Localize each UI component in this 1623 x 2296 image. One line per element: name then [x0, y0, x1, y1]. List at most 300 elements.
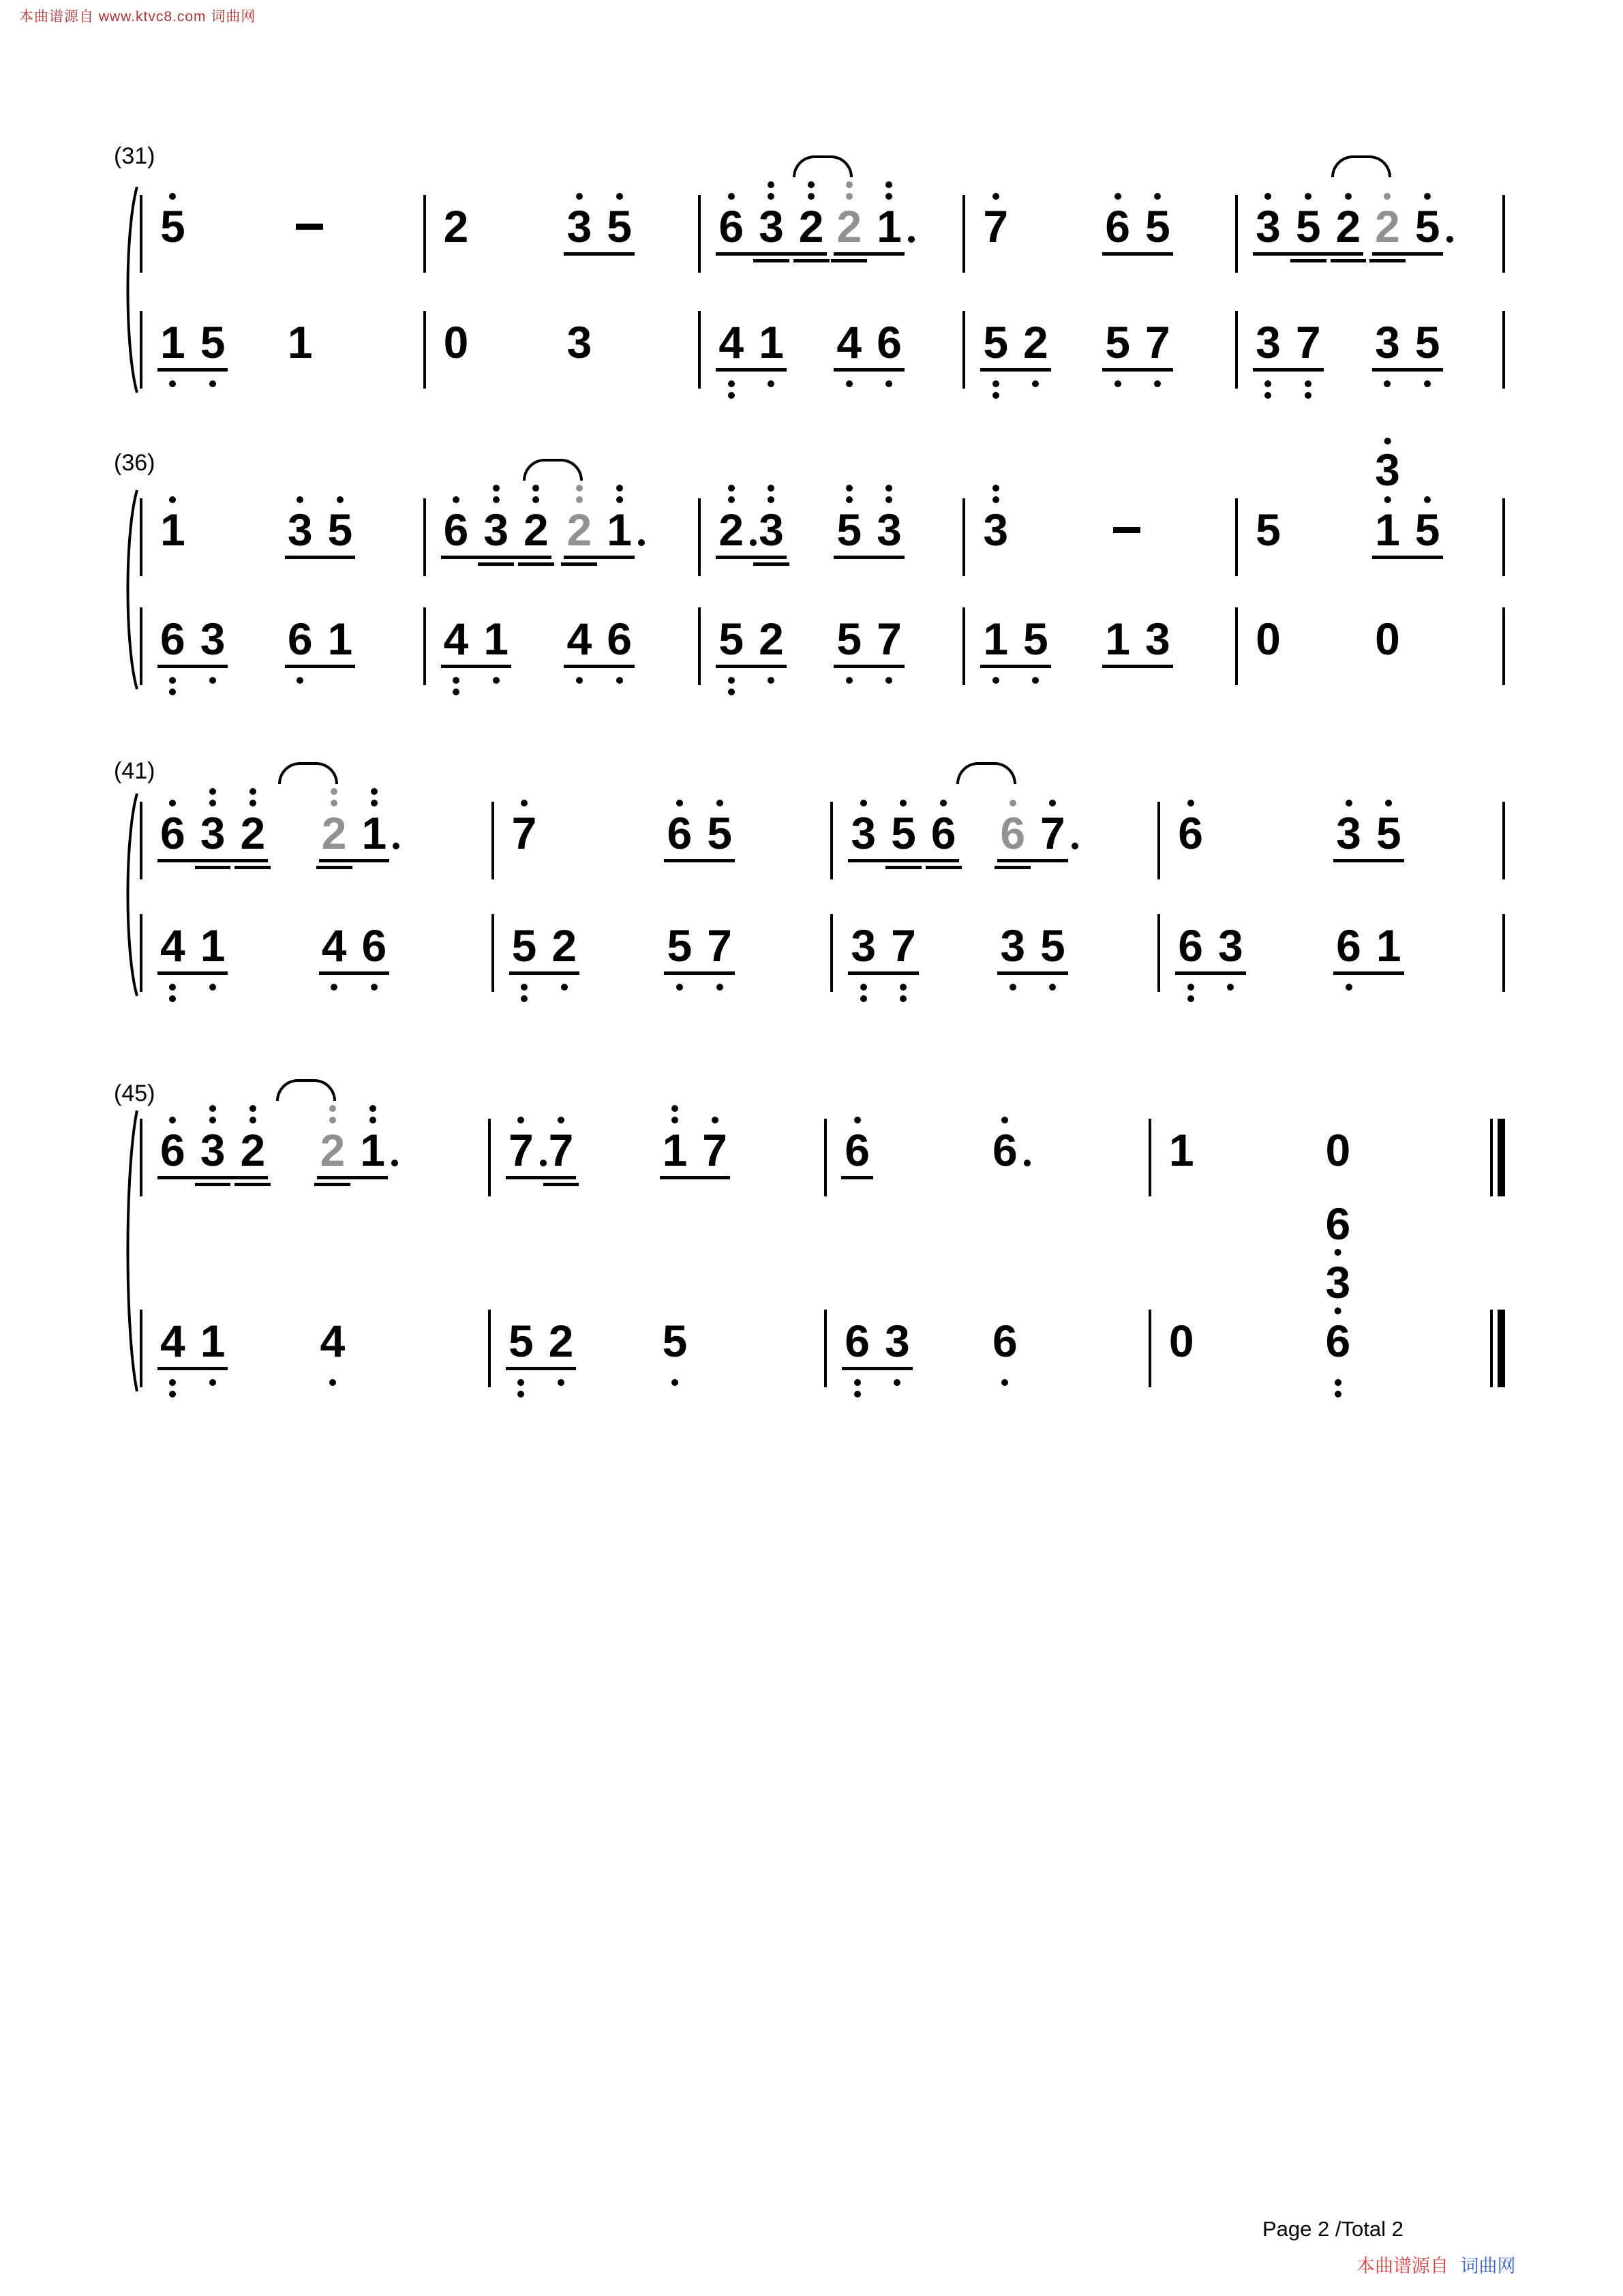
octave-dot [1114, 380, 1121, 387]
beat [1375, 201, 1494, 252]
octave-dot [1114, 193, 1121, 200]
beat [160, 614, 288, 664]
tied-gray-note [321, 808, 347, 858]
octave-dots-wrap [209, 788, 216, 811]
note [1168, 1125, 1194, 1175]
measure [142, 614, 423, 664]
note-digit: 3 [200, 1125, 226, 1175]
sixteenth-beam [831, 259, 867, 262]
note-digit: 2 [443, 201, 469, 252]
note-digit: 1 [287, 317, 313, 367]
octave-dot [768, 380, 774, 387]
stacked-note [1375, 438, 1400, 495]
beam-group [160, 1125, 266, 1175]
note-digit: 5 [1023, 614, 1048, 664]
octave-dot [846, 677, 853, 684]
tie-arc [523, 459, 583, 481]
final-barline [1490, 1119, 1505, 1196]
note [1105, 614, 1130, 664]
beat [845, 1125, 992, 1175]
octave-dots-above [576, 485, 583, 503]
note-digit: 5 [836, 614, 862, 664]
beam-group [443, 504, 549, 555]
octave-dot [169, 984, 176, 991]
eighth-beam [980, 665, 1050, 668]
octave-dots-below [728, 677, 735, 695]
note [607, 614, 632, 664]
eighth-beam [834, 252, 904, 256]
octave-dot [1049, 984, 1056, 991]
note-digit: 6 [607, 614, 632, 664]
octave-dots-above [493, 485, 500, 503]
octave-dot [728, 496, 735, 503]
note-digit: 6 [930, 808, 956, 858]
octave-dots-above [1335, 1249, 1341, 1256]
note [508, 1316, 534, 1366]
note-digit: 6 [992, 1316, 1018, 1366]
augmentation-dot [1024, 1160, 1031, 1166]
beat [566, 201, 690, 252]
octave-dots-above [846, 485, 853, 503]
octave-dot [1010, 800, 1016, 806]
beam-group [1256, 317, 1321, 367]
octave-dot [992, 485, 999, 492]
beat [718, 201, 836, 252]
note [1335, 201, 1361, 252]
footer-credit-site-link[interactable]: 词曲网 [1460, 2256, 1516, 2276]
note-digit: 5 [511, 920, 537, 971]
octave-dots-wrap [860, 800, 867, 811]
octave-dots-above [1187, 800, 1194, 806]
beam-group [287, 504, 353, 555]
measure [491, 1316, 824, 1366]
beam-group [321, 808, 387, 858]
octave-dot [532, 485, 539, 492]
octave-dots-wrap [169, 193, 176, 205]
beam-group [1375, 444, 1440, 555]
note [836, 614, 862, 664]
octave-dot [885, 193, 892, 200]
note-digit: 6 [287, 614, 313, 664]
note [200, 808, 226, 858]
octave-dot [371, 984, 378, 991]
octave-dot [1264, 392, 1271, 399]
note-digit: 5 [1256, 504, 1281, 555]
melody-staff [140, 201, 1505, 273]
note [1105, 201, 1130, 252]
eighth-beam [997, 859, 1067, 862]
beam-group [160, 317, 226, 367]
dash-note [296, 224, 323, 230]
note-digit: 1 [662, 1125, 688, 1175]
octave-dots-below [331, 984, 337, 991]
stacked-note [1325, 1198, 1351, 1256]
measure [1160, 920, 1502, 971]
octave-dots-below [493, 677, 500, 684]
octave-dots-wrap [329, 1105, 336, 1128]
beat [992, 1316, 1140, 1366]
octave-dot [860, 995, 867, 1002]
note [443, 317, 469, 367]
note-digit: 6 [1178, 808, 1204, 858]
note [287, 614, 313, 664]
note [1218, 920, 1243, 971]
note-digit: 3 [566, 317, 592, 367]
octave-dots-below [616, 677, 623, 684]
octave-dot [728, 677, 735, 684]
octave-dots-wrap [169, 800, 176, 811]
octave-dots-wrap [846, 485, 853, 508]
note-digit: 3 [200, 614, 226, 664]
octave-dot [860, 800, 867, 806]
note-digit: 5 [1414, 317, 1440, 367]
octave-dot [616, 496, 623, 503]
note-digit: 2 [548, 1316, 574, 1366]
beat [836, 504, 954, 555]
octave-dot [493, 677, 500, 684]
measure [142, 317, 423, 367]
octave-dot [854, 1391, 861, 1398]
sixteenth-beam [753, 259, 789, 262]
octave-dots-wrap [331, 788, 337, 811]
octave-dots-above [940, 800, 947, 806]
note [992, 1125, 1018, 1175]
octave-dots-above [517, 1117, 524, 1123]
note [983, 317, 1009, 367]
octave-dots-below [329, 1379, 336, 1386]
octave-dots-below [1049, 984, 1056, 991]
octave-dots-wrap [992, 193, 999, 205]
octave-dot [1187, 800, 1194, 806]
note [483, 504, 509, 555]
beam-group [1105, 614, 1170, 664]
beam-group [983, 614, 1048, 664]
note-digit: 6 [877, 317, 902, 367]
octave-dot [576, 496, 583, 503]
eighth-beam [506, 1176, 576, 1179]
barline [1502, 311, 1505, 389]
note-digit: 0 [1256, 614, 1281, 664]
beat [836, 614, 954, 664]
octave-dots-below [885, 677, 892, 684]
octave-dot [329, 1117, 336, 1123]
note-digit: 7 [508, 1125, 534, 1175]
octave-dots-above [521, 800, 528, 806]
measure [965, 201, 1235, 252]
beam-group [836, 317, 902, 367]
beat [851, 808, 1000, 858]
note [983, 201, 1009, 252]
note-digit: 1 [1168, 1125, 1194, 1175]
beam-group [983, 317, 1048, 367]
note-digit: 7 [702, 1125, 728, 1175]
tied-gray-note [1375, 201, 1400, 252]
eighth-beam [664, 859, 734, 862]
note [160, 614, 185, 664]
octave-dots-below [209, 984, 216, 991]
note-digit: 3 [1336, 808, 1361, 858]
measure [426, 614, 699, 664]
octave-dots-above [885, 485, 892, 503]
beat [1375, 444, 1494, 555]
octave-dot [1335, 1249, 1341, 1256]
note-digit: 2 [759, 614, 784, 664]
note [1325, 1198, 1351, 1366]
note-digit: 4 [321, 920, 347, 971]
octave-dot [885, 677, 892, 684]
octave-dots-wrap [940, 800, 947, 811]
beat [1105, 317, 1227, 367]
octave-dots-below [209, 1379, 216, 1386]
note-digit: 1 [607, 504, 632, 555]
beat [845, 1316, 992, 1366]
beat [1375, 614, 1494, 664]
measure [827, 1125, 1149, 1175]
note [548, 1316, 574, 1366]
note-digit: 6 [1325, 1198, 1351, 1249]
octave-dots-below [521, 984, 528, 1002]
tie-arc [793, 155, 853, 177]
note [360, 1125, 385, 1175]
watermark-text: 本曲谱源自 www.ktvc8.com 词曲网 [19, 9, 256, 25]
beat [667, 808, 822, 858]
octave-dots-above [900, 800, 907, 806]
octave-dots-above [1424, 193, 1431, 200]
note-digit: 4 [718, 317, 744, 367]
octave-dots-above [808, 181, 815, 200]
note [1023, 317, 1048, 367]
measure-number-label: (31) [114, 143, 155, 169]
note [566, 614, 592, 664]
dash-note [1113, 527, 1140, 533]
note-digit: 5 [1295, 201, 1321, 252]
beam-group [320, 1125, 385, 1175]
note-digit: 6 [160, 614, 185, 664]
note-digit: 1 [327, 614, 353, 664]
measure [142, 808, 491, 858]
octave-dot [1187, 995, 1194, 1002]
octave-dots-below [716, 984, 723, 991]
octave-dots-above [1001, 1117, 1008, 1123]
octave-dots-above [249, 788, 256, 806]
octave-dot [768, 485, 774, 492]
octave-dots-wrap [1345, 193, 1352, 205]
octave-dot [1001, 1379, 1008, 1386]
octave-dots-wrap [169, 496, 176, 508]
chord-stack [1375, 438, 1400, 508]
octave-dots-above [1305, 193, 1311, 200]
octave-dots-wrap [249, 1105, 256, 1128]
octave-dots-below [1227, 984, 1234, 991]
note-digit: 5 [160, 201, 185, 252]
octave-dot [453, 677, 459, 684]
note [667, 920, 693, 971]
measure [1238, 201, 1502, 252]
note-digit: 5 [1105, 317, 1130, 367]
note [759, 317, 784, 367]
octave-dot [331, 800, 337, 806]
octave-dots-wrap [1264, 193, 1271, 205]
octave-dot [576, 485, 583, 492]
octave-dot [1384, 438, 1391, 444]
octave-dot [846, 380, 853, 387]
octave-dots-wrap [558, 1117, 564, 1128]
note [702, 1125, 728, 1175]
octave-dots-above [846, 181, 853, 200]
note-digit: 7 [707, 920, 732, 971]
note-digit: 7 [548, 1125, 574, 1175]
octave-dot [337, 496, 344, 503]
beam-group [443, 614, 509, 664]
note-digit: 1 [877, 201, 902, 252]
octave-dots-below [1114, 380, 1121, 387]
footer-credit-prefix: 本曲谱源自 [1356, 2256, 1448, 2276]
final-bar-thick [1498, 1310, 1505, 1387]
barline [1502, 195, 1505, 273]
octave-dots-wrap [1424, 496, 1431, 508]
octave-dot [716, 984, 723, 991]
octave-dots-wrap [900, 800, 907, 811]
octave-dots-above [1345, 193, 1352, 200]
note [1256, 614, 1281, 664]
octave-dots-below [169, 380, 176, 387]
octave-dots-above [169, 193, 176, 200]
octave-dots-above [671, 1105, 678, 1123]
measure [494, 920, 831, 971]
augmentation-dot [391, 1160, 398, 1166]
octave-dot [940, 800, 947, 806]
octave-dots-wrap [728, 193, 735, 205]
octave-dots-above [1384, 193, 1391, 200]
note-digit: 6 [361, 920, 387, 971]
note [1295, 317, 1321, 367]
sixteenth-beam [926, 866, 962, 869]
note-digit: 0 [443, 317, 469, 367]
beat [1000, 808, 1149, 858]
octave-dot [992, 392, 999, 399]
augmentation-dot [540, 1160, 547, 1166]
note-digit: 7 [1144, 317, 1170, 367]
octave-dots-below [1032, 677, 1039, 684]
beat [1256, 504, 1375, 555]
note-digit: 6 [1336, 920, 1361, 971]
octave-dot [885, 496, 892, 503]
octave-dot [1346, 984, 1352, 991]
beam-group [836, 504, 902, 555]
eighth-beam [319, 971, 389, 975]
octave-dots-wrap [1384, 193, 1391, 205]
eighth-beam [842, 1367, 912, 1370]
beat [992, 1125, 1140, 1175]
note [1376, 808, 1401, 858]
eighth-beam [564, 252, 634, 256]
octave-dot [521, 800, 528, 806]
note-digit: 1 [1376, 920, 1401, 971]
octave-dots-above [1384, 496, 1391, 503]
note-digit: 4 [160, 920, 185, 971]
beat [1178, 808, 1336, 858]
octave-dots-wrap [1001, 1117, 1008, 1128]
note [327, 504, 353, 555]
octave-dot [558, 1117, 564, 1123]
note [707, 808, 732, 858]
note-digit: 2 [798, 201, 824, 252]
note [443, 614, 469, 664]
note [511, 920, 537, 971]
octave-dots-wrap [371, 788, 378, 811]
octave-dot [1305, 193, 1311, 200]
tie-arc [276, 1079, 336, 1101]
octave-dots-below [561, 984, 568, 991]
eighth-beam [441, 665, 511, 668]
eighth-beam [1175, 971, 1245, 975]
octave-dot [249, 1105, 256, 1112]
octave-dots-above [1424, 496, 1431, 503]
octave-dots-above [209, 788, 216, 806]
note-digit: 1 [483, 614, 509, 664]
measure [701, 201, 962, 252]
octave-dots-above [329, 1105, 336, 1123]
octave-dot [860, 984, 867, 991]
measure [827, 1316, 1149, 1366]
octave-dot [712, 1117, 718, 1123]
note-digit: 7 [891, 920, 916, 971]
octave-dot [371, 800, 378, 806]
beam-group [667, 920, 732, 971]
accompaniment-staff [140, 614, 1505, 685]
measure [1238, 614, 1502, 664]
note [443, 504, 469, 555]
eighth-beam [157, 1367, 228, 1370]
augmentation-dot [908, 236, 915, 243]
octave-dots-above [369, 1105, 376, 1123]
sixteenth-beam [561, 562, 597, 566]
octave-dot [768, 496, 774, 503]
sixteenth-beam [234, 866, 271, 869]
octave-dot [900, 995, 907, 1002]
note-digit: 1 [1105, 614, 1130, 664]
octave-dots-above [331, 788, 337, 806]
eighth-beam [157, 971, 228, 975]
measure [701, 614, 962, 664]
note-digit: 1 [160, 504, 185, 555]
octave-dot [453, 689, 459, 695]
sixteenth-beam [1290, 259, 1326, 262]
octave-dot [517, 1379, 524, 1386]
octave-dot [768, 181, 774, 188]
beat [836, 317, 954, 367]
note [160, 317, 185, 367]
beam-group [718, 317, 784, 367]
final-barline [1490, 1310, 1505, 1387]
note-digit: 1 [759, 317, 784, 367]
measure [142, 504, 423, 555]
octave-dots-wrap [728, 485, 735, 508]
octave-dot [1385, 800, 1392, 806]
octave-dots-below [576, 677, 583, 684]
beat [160, 808, 322, 858]
note-digit: 7 [983, 201, 1009, 252]
augmentation-dot [638, 539, 645, 546]
beat [667, 920, 822, 971]
measure-number-label: (36) [114, 450, 155, 476]
octave-dot [1001, 1117, 1008, 1123]
octave-dot [716, 800, 723, 806]
note [566, 317, 592, 367]
note-digit: 2 [566, 504, 592, 555]
eighth-beam [1372, 368, 1442, 372]
beam-group [667, 808, 732, 858]
